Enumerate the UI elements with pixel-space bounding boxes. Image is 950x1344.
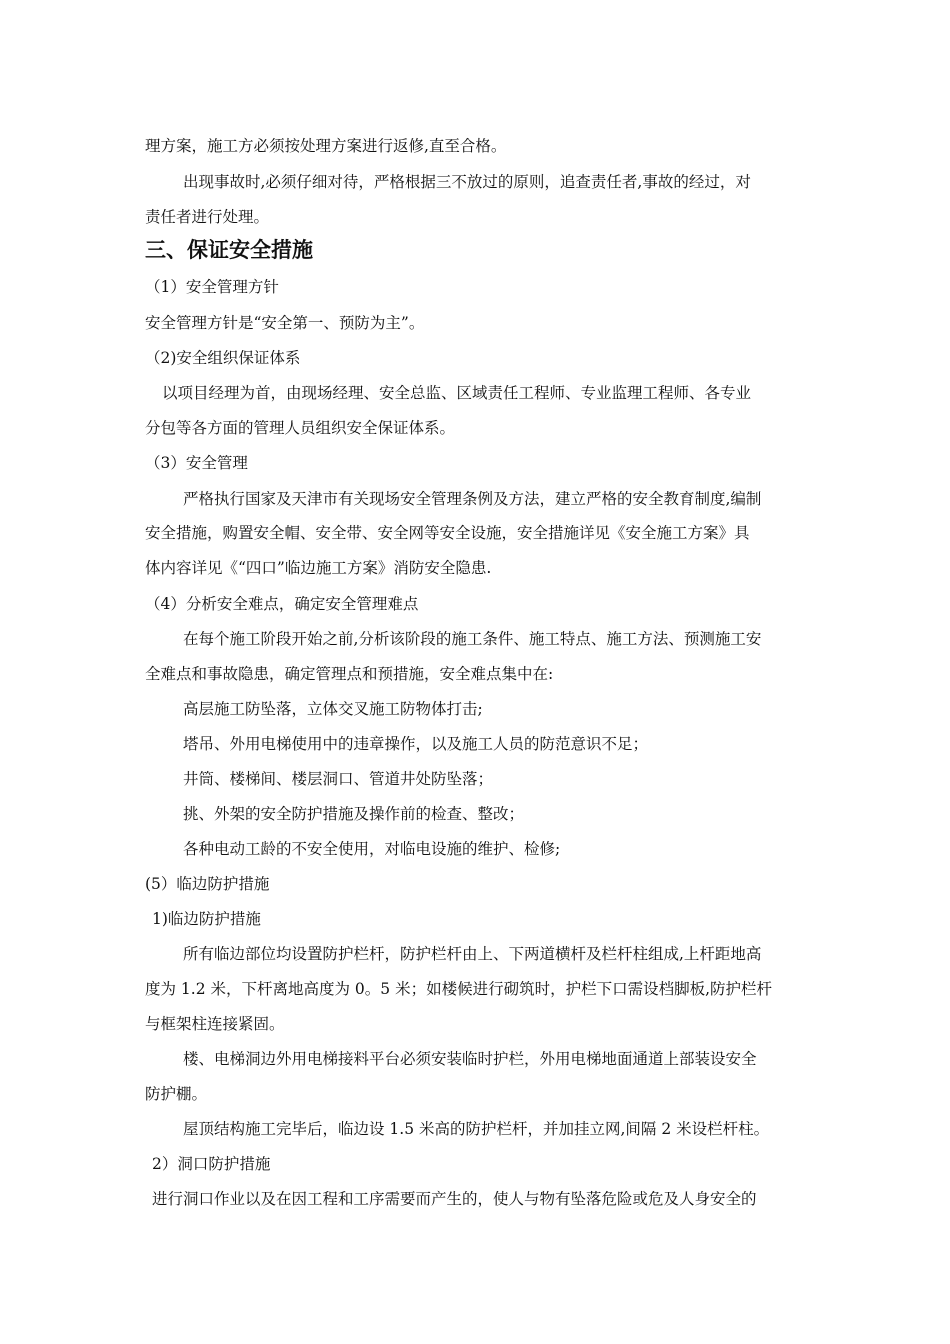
subsection-heading: 1)临边防护措施 bbox=[152, 910, 261, 928]
text-line: 进行洞口作业以及在因工程和工序需要而产生的，使人与物有坠落危险或危及人身安全的 bbox=[152, 1190, 757, 1208]
text-line: 体内容详见《“四口”临边施工方案》消防安全隐患. bbox=[145, 559, 492, 577]
subsection-heading: （2)安全组织保证体系 bbox=[145, 349, 301, 367]
section-heading: 三、保证安全措施 bbox=[145, 238, 313, 262]
text-line: 出现事故时,必须仔细对待，严格根据三不放过的原则，追查责任者,事故的经过，对 bbox=[183, 173, 751, 191]
text-line: 责任者进行处理。 bbox=[145, 208, 270, 226]
subsection-heading: （3）安全管理 bbox=[145, 454, 248, 472]
text-line: 度为 1.2 米，下杆离地高度为 0。5 米；如楼候进行砌筑时，护栏下口需设档脚板,防护栏杆 bbox=[145, 980, 773, 998]
subsection-heading: (5）临边防护措施 bbox=[145, 875, 270, 893]
list-item: 各种电动工龄的不安全使用，对临电设施的维护、检修; bbox=[183, 840, 561, 858]
text-line: 全难点和事故隐患，确定管理点和预措施，安全难点集中在: bbox=[145, 665, 554, 683]
text-line: 与框架柱连接紧固。 bbox=[145, 1015, 285, 1033]
text-line: 在每个施工阶段开始之前,分析该阶段的施工条件、施工特点、施工方法、预测施工安 bbox=[183, 630, 762, 648]
text-line: 屋顶结构施工完毕后，临边设 1.5 米高的防护栏杆，并加挂立网,间隔 2 米设栏杆柱。 bbox=[183, 1120, 770, 1138]
list-item: 挑、外架的安全防护措施及操作前的检查、整改； bbox=[183, 805, 525, 823]
list-item: 高层施工防坠落，立体交叉施工防物体打击; bbox=[183, 700, 483, 718]
text-line: 严格执行国家及天津市有关现场安全管理条例及方法，建立严格的安全教育制度,编制 bbox=[183, 490, 762, 508]
subsection-heading: （1）安全管理方针 bbox=[145, 278, 279, 296]
text-line: 所有临边部位均设置防护栏杆，防护栏杆由上、下两道横杆及栏杆柱组成,上杆距地高 bbox=[183, 945, 762, 963]
text-line: 防护棚。 bbox=[145, 1085, 208, 1103]
subsection-heading: （4）分析安全难点，确定安全管理难点 bbox=[145, 595, 419, 613]
subsection-heading: 2）洞口防护措施 bbox=[152, 1155, 271, 1173]
text-line: 安全管理方针是“安全第一、预防为主”。 bbox=[145, 314, 425, 332]
text-line: 楼、电梯洞边外用电梯接料平台必须安装临时护栏，外用电梯地面通道上部装设安全 bbox=[183, 1050, 757, 1068]
text-line: 理方案，施工方必须按处理方案进行返修,直至合格。 bbox=[145, 137, 507, 155]
text-line: 安全措施，购置安全帽、安全带、安全网等安全设施，安全措施详见《安全施工方案》具 bbox=[145, 524, 750, 542]
text-line: 分包等各方面的管理人员组织安全保证体系。 bbox=[145, 419, 456, 437]
list-item: 塔吊、外用电梯使用中的违章操作，以及施工人员的防范意识不足； bbox=[183, 735, 649, 753]
text-line: 以项目经理为首，由现场经理、安全总监、区域责任工程师、专业监理工程师、各专业 bbox=[162, 384, 752, 402]
list-item: 井筒、楼梯间、楼层洞口、管道井处防坠落； bbox=[183, 770, 494, 788]
